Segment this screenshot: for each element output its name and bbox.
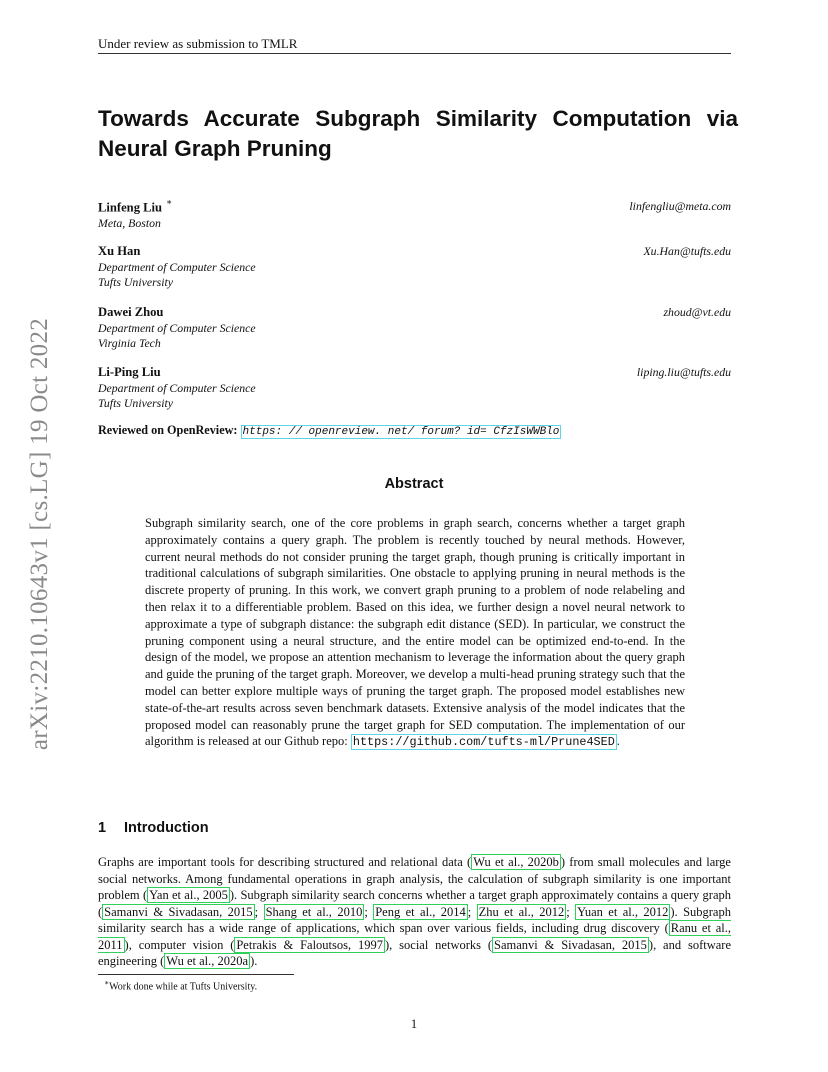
openreview-link[interactable]: https: // openreview. net/ forum? id= CfzIsWWBlo [242,426,560,438]
author-block [98,242,256,290]
author-email[interactable]: Xu.Han@tufts.edu [643,244,731,258]
author-affiliation: Meta, Boston [98,216,161,231]
author-email[interactable]: liping.liu@tufts.edu [636,365,731,379]
openreview-label: Reviewed on OpenReview: [98,423,238,437]
author-name: Linfeng Liu [98,200,163,215]
intro-text: ), social networks ( [385,937,493,952]
intro-text: ; [566,904,576,919]
running-header: Under review as submission to TMLR [98,36,298,51]
author-affiliation: Department of Computer Science [98,260,256,274]
intro-text: ). [250,954,258,968]
citation-link[interactable]: Samanvi & Sivadasan, 2015 [494,937,647,952]
author-block [98,363,256,411]
intro-text: ). Subgraph similarity search has a wide range of applications, which span over various fields, including drug discovery ( [98,904,731,935]
footnote-text: Work done while at Tufts University. [109,981,258,993]
header-rule [98,53,731,54]
paper-title: Towards Accurate Subgraph Similarity Computation via Neural Graph Pruning [98,106,738,161]
citation-link[interactable]: Samanvi & Sivadasan, 2015 [104,904,253,919]
abstract-text: Subgraph similarity search, one of the core problems in graph search, concerns whether a target graph approximately contains a query graph. The problem is recently touched by neural methods. However, current neural methods do not consider pruning the target graph, though pruning is critically important in traditional calculations of subgraph similarities. One obstacle to applying pruning in neural methods is the discrete property of pruning. In this work, we convert graph pruning to a problem of node relabeling and then relax it to a differentiable problem. Based on this idea, we further design a novel neural network to approximate a type of subgraph distance: the subgraph edit distance (SED). In particular, we construct the pruning component using a neural structure, and the entire model can be optimized end-to-end. In the design of the model, we propose an attention mechanism to leverage the information about the query graph and guide the pruning of the target graph. Moreover, we develop a multi-head pruning strategy such that the model can better explore multiple ways of pruning the target graph. The proposed model establishes new state-of-the-art results across seven benchmark datasets. Extensive analysis of the model indicates that the proposed model can reasonably prune the target graph for SED computation. The implementation of our algorithm is released at our Github repo: [145,516,685,749]
citation-link[interactable]: Yan et al., 2005 [149,888,228,902]
citation-link[interactable]: Wu et al., 2020a [166,954,249,968]
abstract-end: . [616,734,620,749]
github-repo-link[interactable]: https://github.com/tufts-ml/Prune4SED [352,735,615,750]
intro-text: ), computer vision ( [124,937,235,952]
footnote [104,978,257,992]
author-footnote-marker: ∗ [166,197,173,207]
citation-link[interactable]: Ranu et al., 2011 [98,921,732,952]
author-name: Xu Han [98,244,141,258]
author-block [98,197,172,231]
section-number: 1 [98,820,107,836]
citation-link[interactable]: Wu et al., 2020b [473,855,559,869]
author-email[interactable]: linfengliu@meta.com [629,199,731,213]
openreview-line [98,423,561,438]
intro-text: ; [467,904,477,919]
footnote-marker: ∗ [104,978,110,987]
footnote-rule [98,974,294,975]
intro-text: ), and software engineering ( [98,937,732,968]
arxiv-sidebar-id: arXiv:2210.10643v1 [cs.LG] 19 Oct 2022 [26,317,53,751]
intro-text: ; [364,904,374,919]
section-heading [98,820,209,836]
page-number: 1 [410,1017,418,1031]
citation-link[interactable]: Yuan et al., 2012 [577,904,669,919]
citation-link[interactable]: Peng et al., 2014 [375,904,466,919]
citation-link[interactable]: Shang et al., 2010 [265,904,363,919]
author-block [98,303,256,351]
author-affiliation: Department of Computer Science [98,321,256,335]
intro-text: ; [254,904,264,919]
citation-link[interactable]: Zhu et al., 2012 [478,904,565,919]
section-title: Introduction [124,820,209,836]
author-affiliation: Tufts University [98,275,174,289]
author-affiliation: Tufts University [98,396,174,410]
intro-text: Graphs are important tools for describing structured and relational data ( [98,855,472,869]
author-email[interactable]: zhoud@vt.edu [663,305,731,319]
author-affiliation: Virginia Tech [98,336,161,350]
abstract-heading: Abstract [384,476,444,492]
introduction-paragraph [98,854,731,970]
intro-text: ) from small molecules and large social networks. Among fundamental operations in graph analysis, the calculation of subgraph similarity is one important problem ( [98,855,731,902]
citation-link[interactable]: Petrakis & Faloutsos, 1997 [236,937,383,952]
author-affiliation: Department of Computer Science [98,381,256,395]
author-name: Li-Ping Liu [98,365,161,379]
author-name: Dawei Zhou [98,305,164,319]
abstract-body [145,515,685,751]
intro-text: ). Subgraph similarity search concerns whether a target graph approximately contains a query graph ( [98,888,732,919]
